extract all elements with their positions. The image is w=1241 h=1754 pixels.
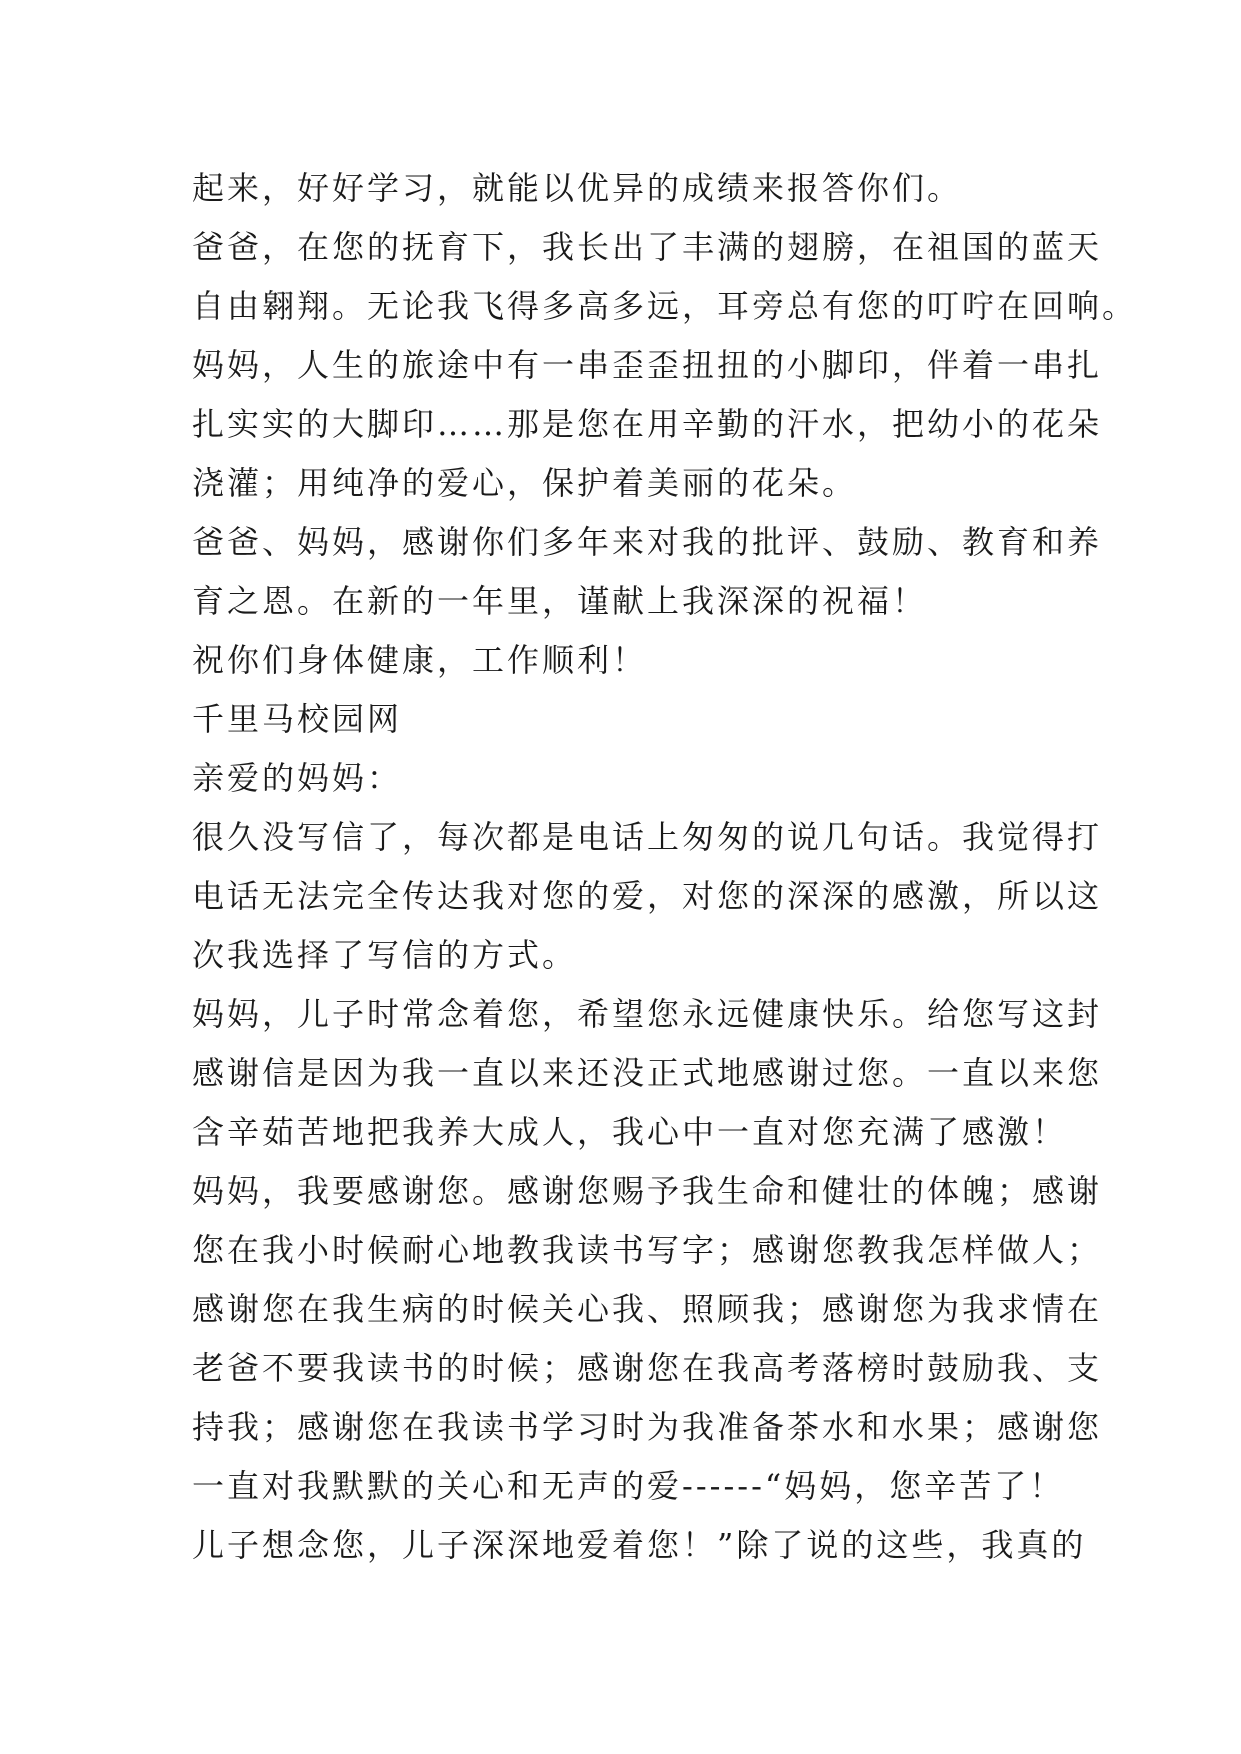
text-line: 祝你们身体健康，工作顺利！ <box>192 641 648 679</box>
text-line: 扎实实的大脚印……那是您在用辛勤的汗水，把幼小的花朵 <box>192 405 1103 443</box>
text-line: 儿子想念您，儿子深深地爱着您！”除了说的这些，我真的 <box>192 1526 1087 1564</box>
text-line: 您在我小时候耐心地教我读书写字；感谢您教我怎样做人； <box>192 1231 1103 1269</box>
text-line: 自由翱翔。无论我飞得多高多远，耳旁总有您的叮咛在回响。 <box>192 287 1138 325</box>
text-line: 感谢您在我生病的时候关心我、照顾我；感谢您为我求情在 <box>192 1290 1103 1328</box>
text-line: 浇灌；用纯净的爱心，保护着美丽的花朵。 <box>192 464 858 502</box>
text-line: 老爸不要我读书的时候；感谢您在我高考落榜时鼓励我、支 <box>192 1349 1103 1387</box>
text-line: 妈妈，人生的旅途中有一串歪歪扭扭的小脚印，伴着一串扎 <box>192 346 1103 384</box>
text-line: 电话无法完全传达我对您的爱，对您的深深的感激，所以这 <box>192 877 1103 915</box>
text-line: 持我；感谢您在我读书学习时为我准备茶水和水果；感谢您 <box>192 1408 1103 1446</box>
text-line: 含辛茹苦地把我养大成人，我心中一直对您充满了感激！ <box>192 1113 1068 1151</box>
text-line: 爸爸、妈妈，感谢你们多年来对我的批评、鼓励、教育和养 <box>192 523 1103 561</box>
text-line: 一直对我默默的关心和无声的爱------“妈妈，您辛苦了！ <box>192 1467 1065 1505</box>
text-line: 妈妈，儿子时常念着您，希望您永远健康快乐。给您写这封 <box>192 995 1103 1033</box>
salutation-line: 亲爱的妈妈： <box>192 759 403 797</box>
source-line: 千里马校园网 <box>192 700 403 738</box>
text-line: 爸爸，在您的抚育下，我长出了丰满的翅膀，在祖国的蓝天 <box>192 228 1103 266</box>
text-line: 很久没写信了，每次都是电话上匆匆的说几句话。我觉得打 <box>192 818 1103 856</box>
text-line: 育之恩。在新的一年里，谨献上我深深的祝福！ <box>192 582 928 620</box>
text-line: 感谢信是因为我一直以来还没正式地感谢过您。一直以来您 <box>192 1054 1103 1092</box>
text-line: 起来，好好学习，就能以优异的成绩来报答你们。 <box>192 169 963 207</box>
text-line: 妈妈，我要感谢您。感谢您赐予我生命和健壮的体魄；感谢 <box>192 1172 1103 1210</box>
document-body <box>192 159 1138 1575</box>
text-line: 次我选择了写信的方式。 <box>192 936 578 974</box>
